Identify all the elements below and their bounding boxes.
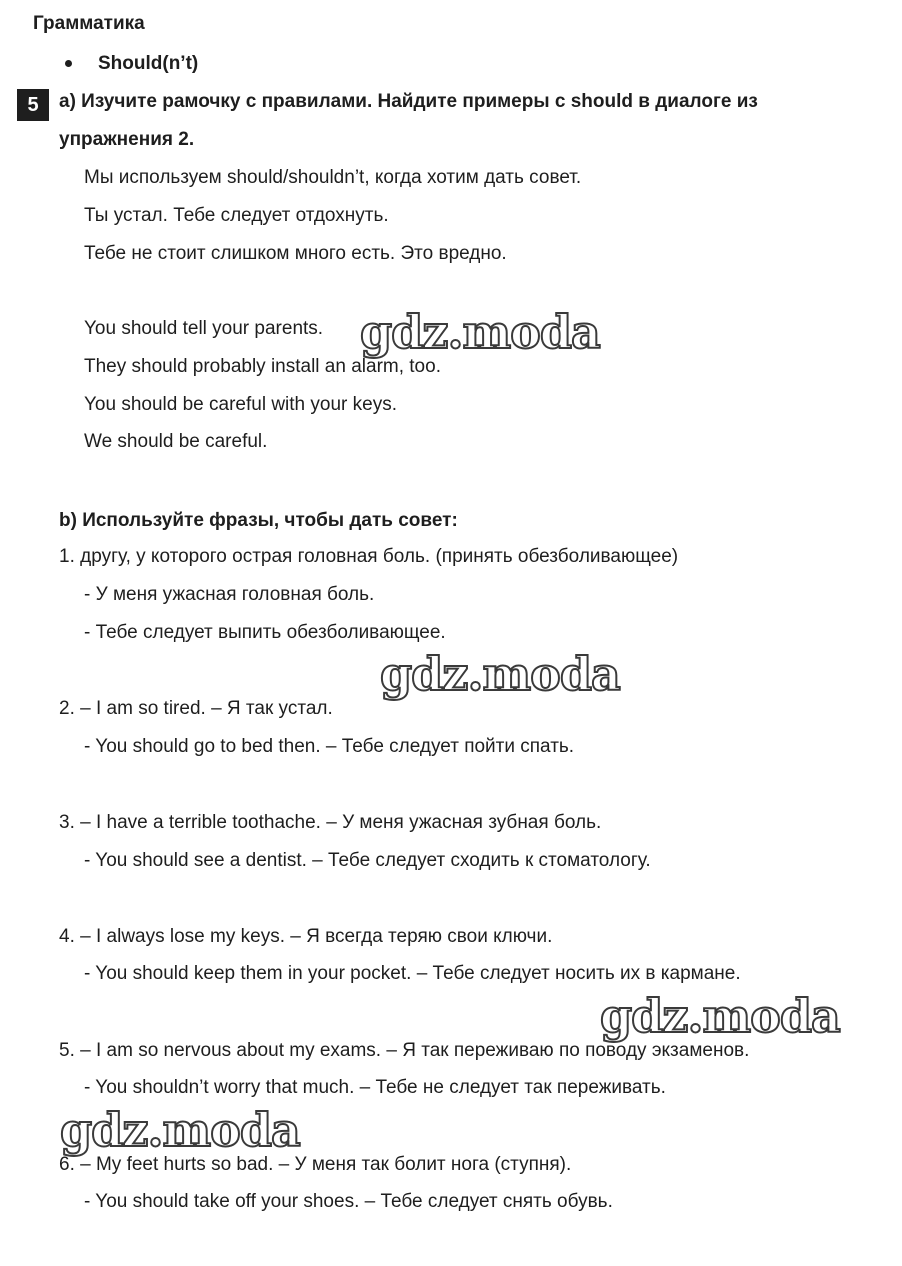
rule-line: Мы используем should/shouldn’t, когда хотим дать совет. [84, 167, 582, 188]
part-b-heading: b) Используйте фразы, чтобы дать совет: [59, 510, 458, 531]
list-item-response: - You shouldn’t worry that much. – Тебе не следует так переживать. [84, 1077, 666, 1098]
watermark: gdz.moda [60, 1103, 300, 1157]
example-line: You should tell your parents. [84, 318, 324, 339]
list-item-prompt: 1. другу, у которого острая головная боль. (принять обезболивающее) [59, 546, 679, 567]
example-line: You should be careful with your keys. [84, 394, 397, 415]
part-a-instruction-line2: упражнения 2. [59, 129, 195, 150]
list-item-response: - You should keep them in your pocket. – Тебе следует носить их в кармане. [84, 963, 741, 984]
topic-title: Should(n’t) [98, 53, 199, 74]
section-title: Грамматика [33, 13, 145, 34]
list-item-prompt: 6. – My feet hurts so bad. – У меня так болит нога (ступня). [59, 1154, 572, 1175]
list-item-response: - Тебе следует выпить обезболивающее. [84, 622, 446, 643]
list-item-prompt: 5. – I am so nervous about my exams. – Я так переживаю по поводу экзаменов. [59, 1040, 750, 1061]
list-item-prompt: 3. – I have a terrible toothache. – У меня ужасная зубная боль. [59, 812, 602, 833]
list-item-response: - You should take off your shoes. – Тебе следует снять обувь. [84, 1191, 613, 1212]
example-line: We should be careful. [84, 431, 268, 452]
part-a-instruction-line1: a) Изучите рамочку с правилами. Найдите примеры с should в диалоге из [59, 91, 758, 112]
watermark: gdz.moda [380, 647, 620, 701]
bullet-icon [65, 60, 72, 67]
list-item-prompt: 2. – I am so tired. – Я так устал. [59, 698, 333, 719]
list-item-response: - У меня ужасная головная боль. [84, 584, 375, 605]
list-item-response: - You should see a dentist. – Тебе следует сходить к стоматологу. [84, 850, 651, 871]
rule-line: Ты устал. Тебе следует отдохнуть. [84, 205, 389, 226]
exercise-number-badge: 5 [17, 89, 49, 121]
list-item-prompt: 4. – I always lose my keys. – Я всегда теряю свои ключи. [59, 926, 553, 947]
example-line: They should probably install an alarm, too. [84, 356, 441, 377]
rule-line: Тебе не стоит слишком много есть. Это вредно. [84, 243, 507, 264]
watermark: gdz.moda [600, 989, 840, 1043]
list-item-response: - You should go to bed then. – Тебе следует пойти спать. [84, 736, 575, 757]
watermark: gdz.moda [360, 305, 600, 359]
